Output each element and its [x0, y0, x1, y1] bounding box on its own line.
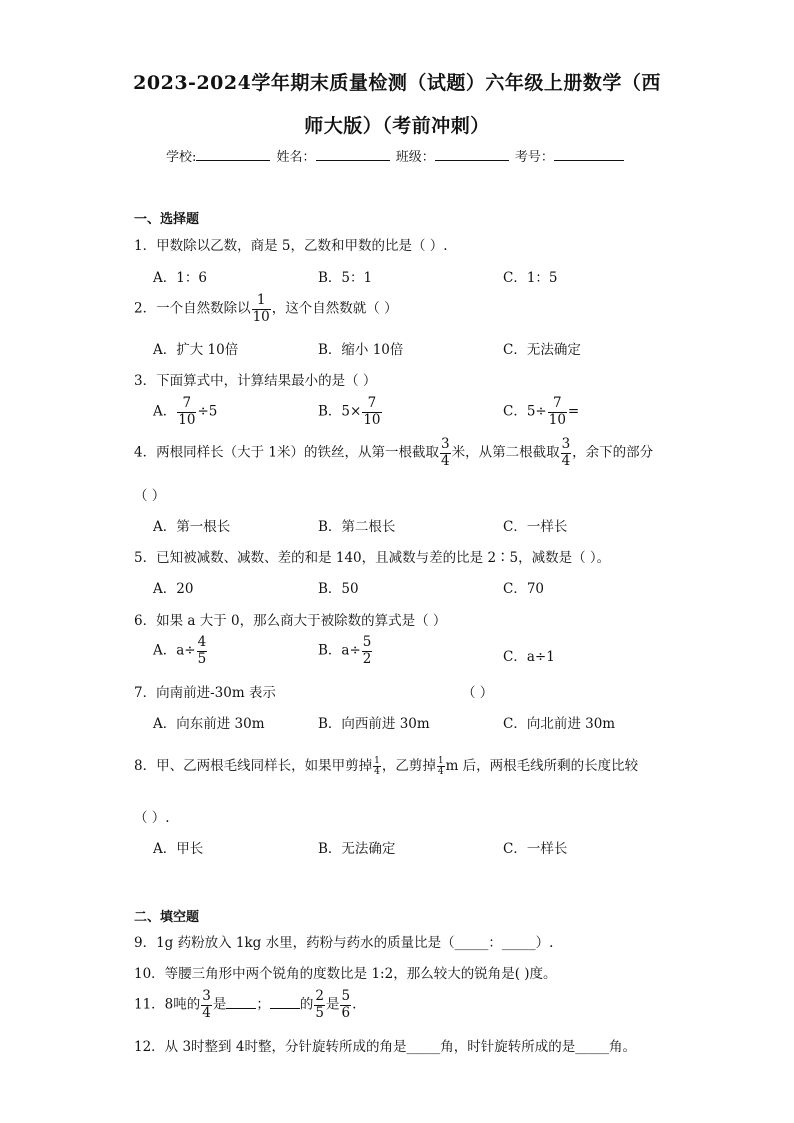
q2-option-a[interactable]: A．扩大 10倍 — [153, 342, 239, 358]
q6-option-b[interactable]: B．a÷ $\frac{5}{2}$ — [318, 634, 372, 667]
answer-blank[interactable] — [270, 996, 300, 1009]
q4-option-a[interactable]: A．第一根长 — [153, 519, 231, 535]
fraction: $\frac{3}{4}$ — [440, 436, 450, 469]
q6-option-c[interactable]: C．a÷1 — [503, 649, 555, 665]
question-3: 3．下面算式中，计算结果最小的是（ ） — [134, 373, 377, 389]
fraction: $\frac{2}{5}$ — [315, 988, 324, 1021]
school-label: 学校: — [166, 150, 197, 165]
name-blank[interactable] — [316, 148, 390, 161]
question-9: 9．1g 药粉放入 1kg 水里，药粉与药水的质量比是（_____：_____）. — [134, 935, 554, 951]
question-8-paren: （ ）. — [134, 810, 170, 826]
question-4-paren: （ ） — [134, 488, 166, 504]
section-choice-title: 一、选择题 — [134, 212, 200, 227]
q7-option-c[interactable]: C．向北前进 30m — [503, 716, 616, 732]
fraction: $\frac{5}{6}$ — [341, 988, 351, 1021]
fraction: $\frac{1}{4}$ — [374, 755, 380, 777]
q8-option-a[interactable]: A．甲长 — [153, 841, 204, 857]
fraction: $\frac{7}{10}$ — [178, 395, 196, 428]
school-blank[interactable] — [196, 148, 270, 161]
fraction: $\frac{3}{4}$ — [202, 988, 211, 1021]
fraction: $\frac{5}{2}$ — [362, 634, 372, 667]
exam-no-label: 考号： — [514, 150, 554, 165]
exam-no-blank[interactable] — [554, 148, 624, 161]
question-7: 7．向南前进-30m 表示 — [134, 685, 276, 701]
q4-option-b[interactable]: B．第二根长 — [318, 519, 396, 535]
question-7-paren: （ ） — [462, 685, 494, 701]
q5-option-b[interactable]: B．50 — [318, 581, 359, 597]
fraction: $\frac{7}{10}$ — [363, 395, 381, 428]
question-8: 8．甲、乙两根毛线同样长，如果甲剪掉 $\frac{1}{4}$ ，乙剪掉 $\frac{1}{4}$ m 后，两根毛线所剩的长度比较 — [134, 755, 639, 777]
question-5: 5．已知被减数、减数、差的和是 140，且减数与差的比是 2∶5，减数是（ ）。 — [134, 550, 611, 566]
question-10: 10．等腰三角形中两个锐角的度数比是 1:2，那么较大的锐角是( )度。 — [134, 966, 557, 982]
answer-blank[interactable] — [226, 996, 256, 1009]
fraction: $\frac{3}{4}$ — [561, 436, 571, 469]
q1-option-c[interactable]: C．1：5 — [503, 270, 558, 286]
question-4: 4．两根同样长（大于 1米）的铁丝，从第一根截取 $\frac{3}{4}$ 米，从第二根截取 $\frac{3}{4}$ ，余下的部分 — [134, 436, 654, 469]
class-label: 班级： — [395, 150, 435, 165]
name-label: 姓名： — [276, 150, 316, 165]
q2-option-c[interactable]: C．无法确定 — [503, 342, 581, 358]
fraction: $\frac{1}{10}$ — [252, 292, 270, 325]
q3-option-b[interactable]: B．5× $\frac{7}{10}$ — [318, 395, 381, 428]
q1-option-b[interactable]: B．5：1 — [318, 270, 373, 286]
exam-title-line2: 师大版）（考前冲刺） — [304, 115, 490, 137]
q3-option-c[interactable]: C．5÷ $\frac{7}{10}$ = — [503, 395, 580, 428]
q5-option-a[interactable]: A．20 — [153, 581, 194, 597]
q8-option-c[interactable]: C．一样长 — [503, 841, 568, 857]
question-2: 2．一个自然数除以 $\frac{1}{10}$ ，这个自然数就（ ） — [134, 292, 398, 325]
q5-option-c[interactable]: C．70 — [503, 581, 545, 597]
q1-option-a[interactable]: A．1：6 — [153, 270, 207, 286]
q4-option-c[interactable]: C．一样长 — [503, 519, 568, 535]
fraction: $\frac{1}{4}$ — [437, 755, 444, 777]
q6-option-a[interactable]: A．a÷ $\frac{4}{5}$ — [153, 634, 207, 667]
q7-option-b[interactable]: B．向西前进 30m — [318, 716, 430, 732]
student-info-row — [166, 146, 626, 165]
section-fill-title: 二、填空题 — [134, 910, 200, 925]
question-1: 1．甲数除以乙数，商是 5，乙数和甲数的比是（ ）. — [134, 238, 448, 254]
exam-title-line1: 2023-2024学年期末质量检测（试题）六年级上册数学（西 — [133, 72, 661, 94]
q3-option-a[interactable]: A． $\frac{7}{10}$ ÷5 — [153, 395, 218, 428]
fraction: $\frac{7}{10}$ — [548, 395, 566, 428]
fraction: $\frac{4}{5}$ — [197, 634, 207, 667]
question-12: 12．从 3时整到 4时整，分针旋转所成的角是_____角，时针旋转所成的是_____角。 — [134, 1039, 636, 1055]
q8-option-b[interactable]: B．无法确定 — [318, 841, 396, 857]
q7-option-a[interactable]: A．向东前进 30m — [153, 716, 265, 732]
question-11: 11．8吨的 $\frac{3}{4}$ 是 ； 的 $\frac{2}{5}$ 是 $\frac{5}{6}$ . — [134, 988, 357, 1021]
class-blank[interactable] — [435, 148, 509, 161]
q2-option-b[interactable]: B．缩小 10倍 — [318, 342, 404, 358]
question-6: 6．如果 a 大于 0，那么商大于被除数的算式是（ ） — [134, 613, 447, 629]
